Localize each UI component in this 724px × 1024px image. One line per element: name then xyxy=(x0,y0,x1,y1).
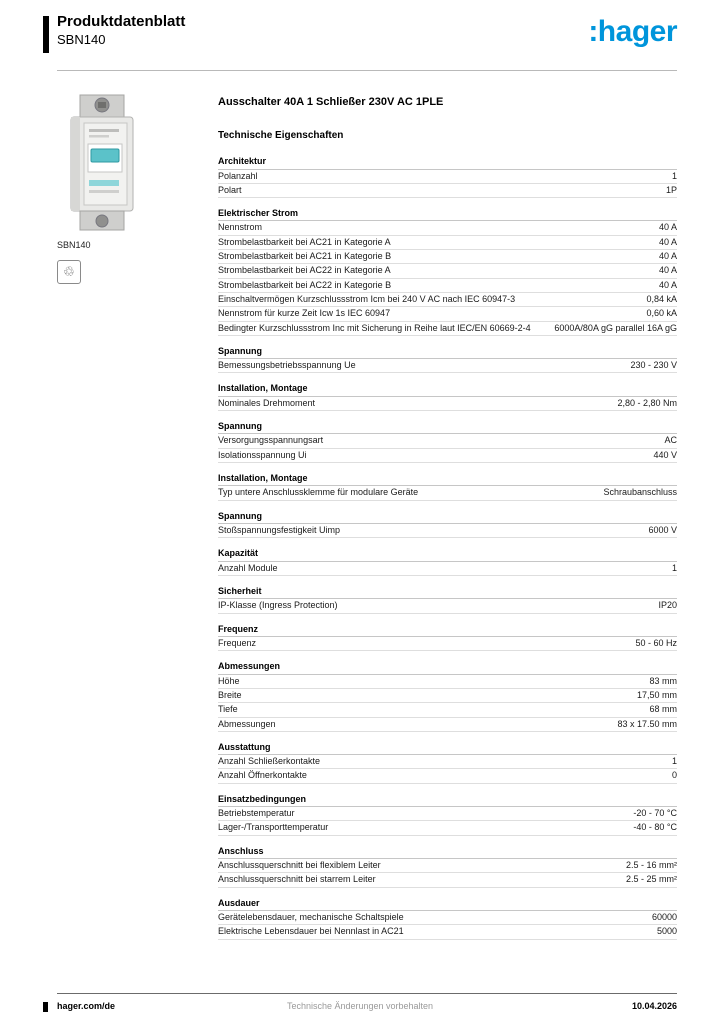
table-row xyxy=(218,264,677,278)
table-row xyxy=(218,599,677,613)
spec-value: 2.5 - 16 mm² xyxy=(625,860,677,871)
spec-group xyxy=(218,548,677,576)
spec-group-title: Elektrischer Strom xyxy=(218,208,677,221)
footer-divider xyxy=(57,993,677,994)
main-content xyxy=(218,96,677,940)
spec-label: Isolationsspannung Ui xyxy=(218,449,307,460)
spec-label: Frequenz xyxy=(218,637,257,648)
spec-group xyxy=(218,383,677,411)
table-row xyxy=(218,486,677,500)
spec-group-title: Installation, Montage xyxy=(218,473,677,486)
spec-label: Betriebstemperatur xyxy=(218,808,295,819)
table-row xyxy=(218,397,677,411)
table-row xyxy=(218,807,677,821)
spec-value: 2,80 - 2,80 Nm xyxy=(617,397,677,408)
header-accent-bar xyxy=(43,16,49,53)
spec-group-title: Einsatzbedingungen xyxy=(218,794,677,807)
table-row xyxy=(218,769,677,783)
sidebar xyxy=(57,92,207,284)
spec-label: Gerätelebensdauer, mechanische Schaltspiele xyxy=(218,911,404,922)
header xyxy=(43,13,677,71)
spec-value: 1 xyxy=(671,562,677,573)
spec-value: 0 xyxy=(671,770,677,781)
spec-label: Elektrische Lebensdauer bei Nennlast in AC21 xyxy=(218,926,404,937)
footer-disclaimer: Technische Änderungen vorbehalten xyxy=(286,1001,434,1011)
spec-label: Nominales Drehmoment xyxy=(218,397,316,408)
spec-group xyxy=(218,473,677,501)
spec-label: IP-Klasse (Ingress Protection) xyxy=(218,600,338,611)
table-row xyxy=(218,859,677,873)
spec-label: Abmessungen xyxy=(218,718,276,729)
table-row xyxy=(218,250,677,264)
spec-label: Strombelastbarkeit bei AC21 in Kategorie A xyxy=(218,236,391,247)
footer-accent-bar xyxy=(43,1002,48,1012)
footer-date: 10.04.2026 xyxy=(631,1001,677,1011)
table-row xyxy=(218,434,677,448)
spec-group xyxy=(218,661,677,732)
spec-value: 5000 xyxy=(656,926,677,937)
spec-value: 6000A/80A gG parallel 16A gG xyxy=(554,322,677,333)
page-title: Produktdatenblatt xyxy=(57,13,186,30)
spec-label: Strombelastbarkeit bei AC22 in Kategorie A xyxy=(218,265,391,276)
table-row xyxy=(218,184,677,198)
spec-label: Strombelastbarkeit bei AC22 in Kategorie B xyxy=(218,279,392,290)
spec-value: 50 - 60 Hz xyxy=(635,637,677,648)
spec-label: Tiefe xyxy=(218,704,238,715)
table-row xyxy=(218,449,677,463)
spec-group-title: Kapazität xyxy=(218,548,677,561)
spec-label: Anzahl Öffnerkontakte xyxy=(218,770,307,781)
spec-value: 60000 xyxy=(651,911,677,922)
table-row xyxy=(218,524,677,538)
spec-label: Lager-/Transporttemperatur xyxy=(218,822,329,833)
brand-logo: :hager xyxy=(588,15,677,48)
spec-value: -20 - 70 °C xyxy=(633,808,677,819)
spec-value: 40 A xyxy=(658,265,677,276)
spec-group xyxy=(218,156,677,198)
spec-value: AC xyxy=(664,435,677,446)
spec-group-title: Sicherheit xyxy=(218,586,677,599)
table-row xyxy=(218,873,677,887)
spec-value: 40 A xyxy=(658,222,677,233)
table-row xyxy=(218,821,677,835)
spec-value: 68 mm xyxy=(649,704,677,715)
spec-label: Einschaltvermögen Kurzschlussstrom Icm bei 240 V AC nach IEC 60947-3 xyxy=(218,293,516,304)
spec-label: Anzahl Schließerkontakte xyxy=(218,756,321,767)
table-row xyxy=(218,279,677,293)
spec-label: Breite xyxy=(218,689,242,700)
spec-value: 440 V xyxy=(653,449,677,460)
spec-label: Polanzahl xyxy=(218,170,258,181)
table-row xyxy=(218,322,677,336)
table-row xyxy=(218,925,677,939)
table-row xyxy=(218,675,677,689)
spec-value: 40 A xyxy=(658,251,677,262)
spec-label: Nennstrom xyxy=(218,222,263,233)
spec-value: 1 xyxy=(671,170,677,181)
header-titles xyxy=(57,13,677,49)
footer xyxy=(43,1001,677,1015)
spec-value: 230 - 230 V xyxy=(630,360,677,371)
spec-group xyxy=(218,421,677,463)
spec-value: 1 xyxy=(671,756,677,767)
spec-value: 17,50 mm xyxy=(636,689,677,700)
spec-value: Schraubanschluss xyxy=(603,487,677,498)
spec-group xyxy=(218,898,677,940)
spec-label: Anschlussquerschnitt bei starrem Leiter xyxy=(218,874,376,885)
section-title: Technische Eigenschaften xyxy=(218,130,344,142)
spec-group-title: Architektur xyxy=(218,156,677,169)
table-row xyxy=(218,293,677,307)
spec-value: 0,84 kA xyxy=(646,293,677,304)
spec-group-title: Ausstattung xyxy=(218,742,677,755)
header-divider xyxy=(57,70,677,71)
table-row xyxy=(218,637,677,651)
table-row xyxy=(218,236,677,250)
spec-label: Versorgungsspannungsart xyxy=(218,435,324,446)
spec-label: Anschlussquerschnitt bei flexiblem Leiter xyxy=(218,860,381,871)
spec-group-title: Installation, Montage xyxy=(218,383,677,396)
table-row xyxy=(218,359,677,373)
spec-group xyxy=(218,511,677,539)
spec-label: Typ untere Anschlussklemme für modulare Geräte xyxy=(218,487,419,498)
spec-group-title: Spannung xyxy=(218,421,677,434)
table-row xyxy=(218,221,677,235)
table-row xyxy=(218,703,677,717)
spec-group xyxy=(218,586,677,614)
spec-group-title: Abmessungen xyxy=(218,661,677,674)
product-model: SBN140 xyxy=(57,32,106,47)
product-title: Ausschalter 40A 1 Schließer 230V AC 1PLE xyxy=(218,96,444,108)
spec-group-title: Spannung xyxy=(218,511,677,524)
table-row xyxy=(218,911,677,925)
spec-group-title: Spannung xyxy=(218,346,677,359)
spec-value: 1P xyxy=(665,184,677,195)
spec-label: Höhe xyxy=(218,675,240,686)
table-row xyxy=(218,170,677,184)
spec-value: -40 - 80 °C xyxy=(633,822,677,833)
spec-group xyxy=(218,346,677,374)
spec-group xyxy=(218,846,677,888)
spec-value: IP20 xyxy=(658,600,677,611)
spec-value: 40 A xyxy=(658,279,677,290)
product-image-caption: SBN140 xyxy=(57,240,91,250)
spec-group xyxy=(218,624,677,652)
spec-value: 6000 V xyxy=(648,525,677,536)
table-row xyxy=(218,562,677,576)
spec-label: Anzahl Module xyxy=(218,562,278,573)
spec-value: 40 A xyxy=(658,236,677,247)
spec-label: Polart xyxy=(218,184,242,195)
spec-group xyxy=(218,208,677,336)
spec-value: 0,60 kA xyxy=(646,308,677,319)
spec-group-title: Anschluss xyxy=(218,846,677,859)
spec-value: 83 x 17.50 mm xyxy=(617,718,677,729)
spec-label: Strombelastbarkeit bei AC21 in Kategorie B xyxy=(218,251,392,262)
spec-group xyxy=(218,742,677,784)
spec-label: Bemessungsbetriebsspannung Ue xyxy=(218,360,356,371)
spec-label: Bedingter Kurzschlussstrom Inc mit Sicherung in Reihe laut IEC/EN 60669-2-4 xyxy=(218,322,531,333)
table-row xyxy=(218,307,677,321)
spec-value: 83 mm xyxy=(649,675,677,686)
spec-label: Nennstrom für kurze Zeit Icw 1s IEC 60947 xyxy=(218,308,391,319)
spec-group-title: Frequenz xyxy=(218,624,677,637)
spec-label: Stoßspannungsfestigkeit Uimp xyxy=(218,525,341,536)
table-row xyxy=(218,718,677,732)
recycling-icon: ♲ xyxy=(57,260,81,284)
footer-website: hager.com/de xyxy=(57,1001,116,1011)
spec-group xyxy=(218,794,677,836)
table-row xyxy=(218,755,677,769)
table-row xyxy=(218,689,677,703)
spec-group-title: Ausdauer xyxy=(218,898,677,911)
spec-groups xyxy=(218,156,677,939)
product-image xyxy=(57,92,149,234)
spec-value: 2.5 - 25 mm² xyxy=(625,874,677,885)
